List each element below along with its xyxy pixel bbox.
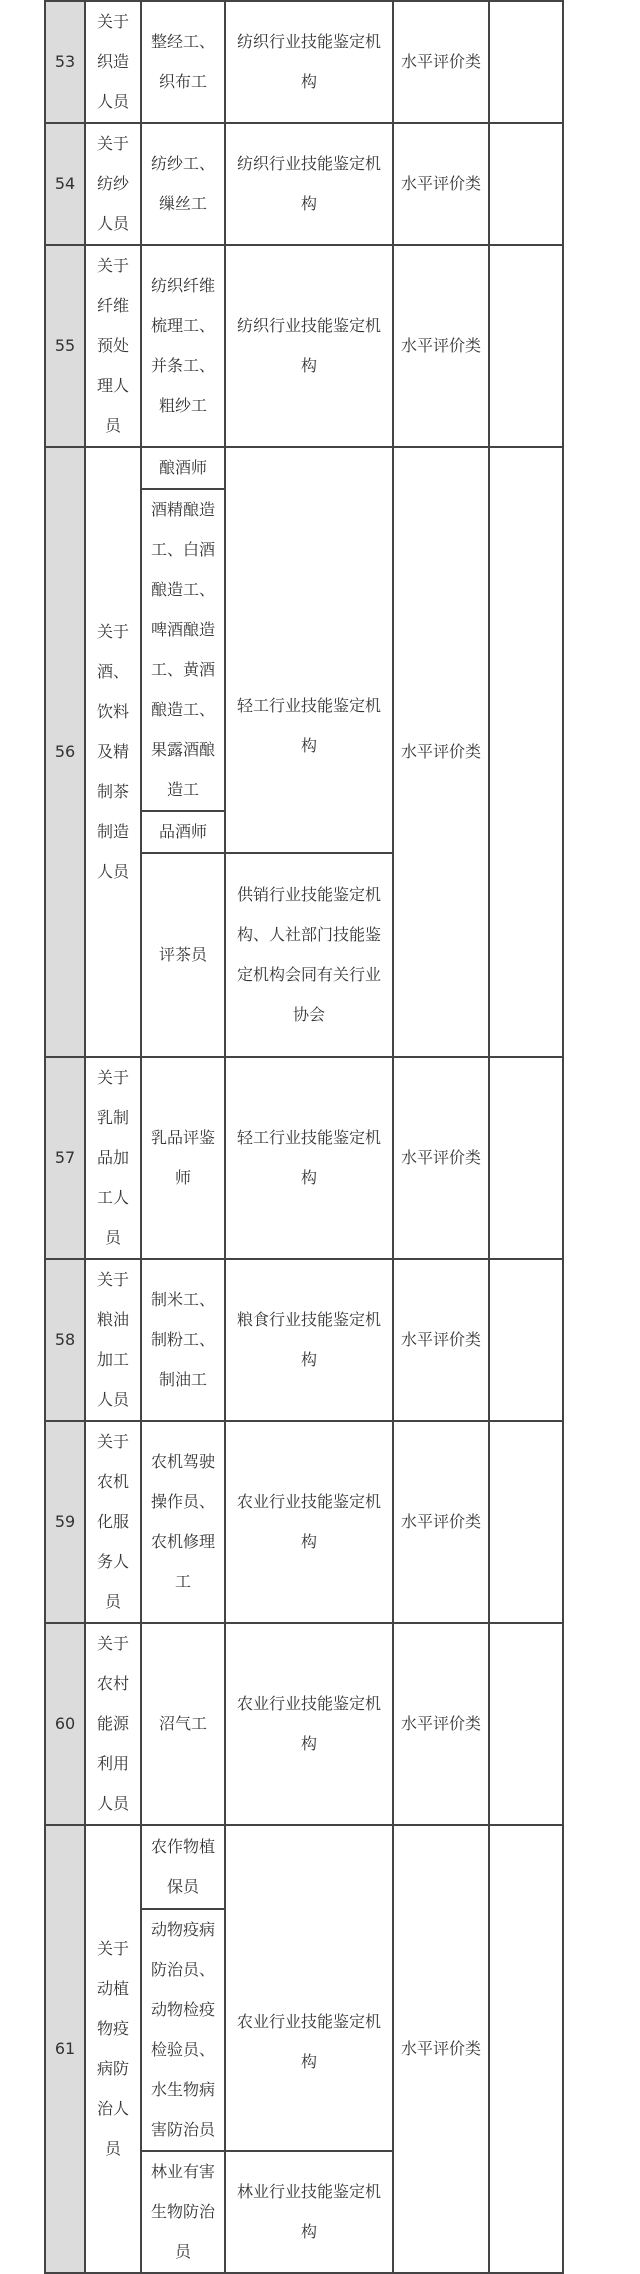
table-row <box>45 1057 563 1259</box>
occupation-table <box>44 0 564 2274</box>
empty-cell <box>489 1825 563 2273</box>
occupation-cell: 评茶员 <box>141 853 225 1057</box>
occupation-cell: 制米工、制粉工、制油工 <box>141 1259 225 1421</box>
category-cell: 关于纺纱人员 <box>85 123 141 245</box>
category-cell: 关于酒、饮料及精制茶制造人员 <box>85 447 141 1057</box>
agency-cell: 农业行业技能鉴定机构 <box>225 1421 393 1623</box>
empty-cell <box>489 1259 563 1421</box>
occupation-cell: 沼气工 <box>141 1623 225 1825</box>
type-cell: 水平评价类 <box>393 447 489 1057</box>
empty-cell <box>489 245 563 447</box>
row-number: 57 <box>45 1057 85 1259</box>
agency-cell: 轻工行业技能鉴定机构 <box>225 447 393 853</box>
occupation-cell: 农机驾驶操作员、农机修理工 <box>141 1421 225 1623</box>
agency-cell: 供销行业技能鉴定机构、人社部门技能鉴定机构会同有关行业协会 <box>225 853 393 1057</box>
occupation-cell: 酒精酿造工、白酒酿造工、啤酒酿造工、黄酒酿造工、果露酒酿造工 <box>141 489 225 811</box>
type-cell: 水平评价类 <box>393 123 489 245</box>
empty-cell <box>489 1057 563 1259</box>
empty-cell <box>489 447 563 1057</box>
occupation-cell: 纺纱工、缫丝工 <box>141 123 225 245</box>
agency-cell: 纺织行业技能鉴定机构 <box>225 1 393 123</box>
agency-cell: 纺织行业技能鉴定机构 <box>225 123 393 245</box>
category-cell: 关于织造人员 <box>85 1 141 123</box>
category-cell: 关于粮油加工人员 <box>85 1259 141 1421</box>
type-cell: 水平评价类 <box>393 1623 489 1825</box>
table-row <box>45 245 563 447</box>
empty-cell <box>489 1 563 123</box>
table-row <box>45 1825 563 1909</box>
table-row <box>45 1421 563 1623</box>
row-number: 53 <box>45 1 85 123</box>
row-number: 54 <box>45 123 85 245</box>
type-cell: 水平评价类 <box>393 1057 489 1259</box>
type-cell: 水平评价类 <box>393 1 489 123</box>
occupation-cell: 纺织纤维梳理工、并条工、粗纱工 <box>141 245 225 447</box>
table-row <box>45 1 563 123</box>
agency-cell: 轻工行业技能鉴定机构 <box>225 1057 393 1259</box>
empty-cell <box>489 123 563 245</box>
agency-cell: 农业行业技能鉴定机构 <box>225 1825 393 2151</box>
table-row <box>45 123 563 245</box>
occupation-cell: 整经工、织布工 <box>141 1 225 123</box>
category-cell: 关于农村能源利用人员 <box>85 1623 141 1825</box>
type-cell: 水平评价类 <box>393 1259 489 1421</box>
category-cell: 关于乳制品加工人员 <box>85 1057 141 1259</box>
empty-cell <box>489 1623 563 1825</box>
occupation-cell: 林业有害生物防治员 <box>141 2151 225 2273</box>
occupation-cell: 农作物植保员 <box>141 1825 225 1909</box>
row-number: 55 <box>45 245 85 447</box>
category-cell: 关于纤维预处理人员 <box>85 245 141 447</box>
agency-cell: 农业行业技能鉴定机构 <box>225 1623 393 1825</box>
row-number: 60 <box>45 1623 85 1825</box>
row-number: 61 <box>45 1825 85 2273</box>
type-cell: 水平评价类 <box>393 1421 489 1623</box>
occupation-cell: 动物疫病防治员、动物检疫检验员、水生物病害防治员 <box>141 1909 225 2151</box>
occupation-cell: 酿酒师 <box>141 447 225 489</box>
row-number: 56 <box>45 447 85 1057</box>
type-cell: 水平评价类 <box>393 245 489 447</box>
occupation-cell: 乳品评鉴师 <box>141 1057 225 1259</box>
category-cell: 关于动植物疫病防治人员 <box>85 1825 141 2273</box>
table-row <box>45 1623 563 1825</box>
empty-cell <box>489 1421 563 1623</box>
type-cell: 水平评价类 <box>393 1825 489 2273</box>
category-cell: 关于农机化服务人员 <box>85 1421 141 1623</box>
row-number: 59 <box>45 1421 85 1623</box>
agency-cell: 纺织行业技能鉴定机构 <box>225 245 393 447</box>
table-row <box>45 1259 563 1421</box>
row-number: 58 <box>45 1259 85 1421</box>
agency-cell: 林业行业技能鉴定机构 <box>225 2151 393 2273</box>
agency-cell: 粮食行业技能鉴定机构 <box>225 1259 393 1421</box>
table-row <box>45 447 563 489</box>
occupation-cell: 品酒师 <box>141 811 225 853</box>
